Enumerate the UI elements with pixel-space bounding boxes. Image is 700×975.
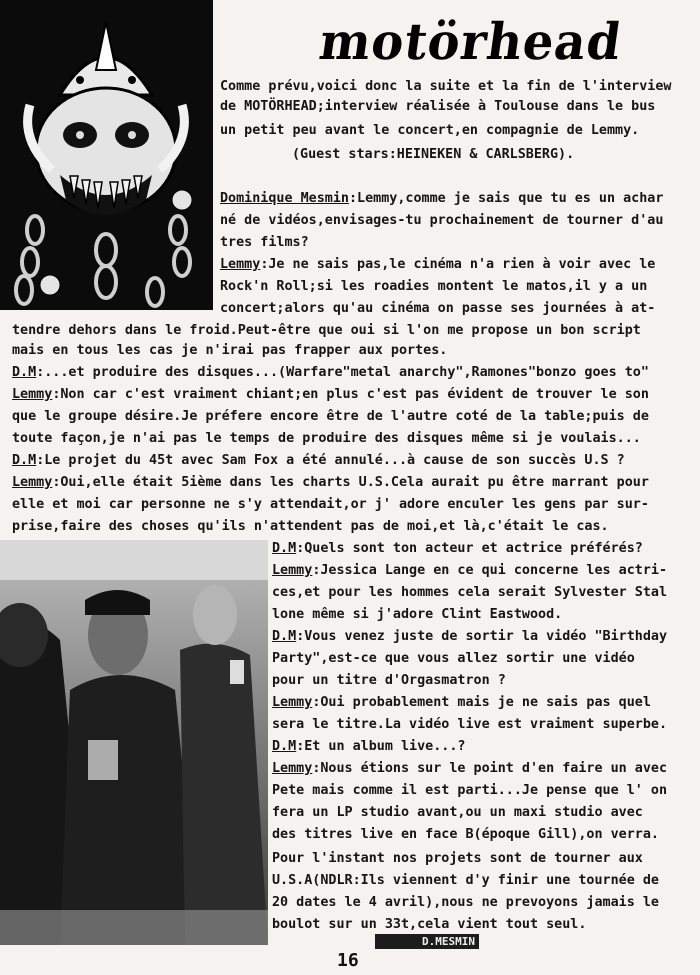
text-line: des titres live en face B(époque Gill),on verra.	[272, 827, 659, 842]
answer-line: Lemmy:Nous étions sur le point d'en faire un avec	[272, 761, 668, 776]
speaker-name: Lemmy	[12, 475, 53, 490]
text-line: (Guest stars:HEINEKEN & CARLSBERG).	[292, 147, 575, 162]
text-line: sera le titre.La vidéo live est vraiment superbe.	[272, 717, 668, 732]
answer-line: Lemmy:Oui probablement mais je ne sais pas quel	[272, 695, 651, 710]
text-line: elle et moi car personne ne s'y attendait,or j' adore enculer les gens par sur-	[12, 497, 649, 512]
text-line: fera un LP studio avant,ou un maxi studio avec	[272, 805, 643, 820]
answer-line: Lemmy:Je ne sais pas,le cinéma n'a rien à voir avec le	[220, 257, 656, 272]
text-line: 20 dates le 4 avril),nous ne prevoyons jamais le	[272, 895, 659, 910]
speaker-name: Dominique Mesmin	[220, 191, 349, 206]
speaker-name: Lemmy	[272, 695, 313, 710]
text-line: boulot sur un 33t,cela vient tout seul.	[272, 917, 587, 932]
text-line: pour un titre d'Orgasmatron ?	[272, 673, 506, 688]
text-line: un petit peu avant le concert,en compagnie de Lemmy.	[220, 123, 640, 138]
text-line: Rock'n Roll;si les roadies montent le matos,il y a un	[220, 279, 648, 294]
text-line: prise,faire des choses qu'ils n'attendent pas de moi,et là,c'était le cas.	[12, 519, 609, 534]
text-line: tendre dehors dans le froid.Peut-être que oui si l'on me propose un bon script	[12, 323, 641, 338]
snaggletooth-logo-image	[0, 0, 213, 310]
text-line: Pour l'instant nos projets sont de tourner aux	[272, 851, 643, 866]
band-logo-title: motörhead	[315, 12, 626, 72]
text-line: Comme prévu,voici donc la suite et la fin de l'interview	[220, 79, 672, 94]
text-line: né de vidéos,envisages-tu prochainement de tourner d'au	[220, 213, 664, 228]
author-signature: D.MESMIN	[375, 934, 479, 949]
speaker-name: Lemmy	[220, 257, 261, 272]
text-line: lone même si j'adore Clint Eastwood.	[272, 607, 563, 622]
answer-line: Lemmy:Non car c'est vraiment chiant;en plus c'est pas évident de trouver le son	[12, 387, 649, 402]
question-line: D.M:Quels sont ton acteur et actrice préférés?	[272, 541, 643, 556]
speaker-name: D.M	[272, 629, 297, 644]
question-line: D.M:Vous venez juste de sortir la vidéo "Birthday	[272, 629, 668, 644]
text-line: tres films?	[220, 235, 309, 250]
text-line: U.S.A(NDLR:Ils viennent d'y finir une tournée de	[272, 873, 659, 888]
speaker-name: D.M	[272, 739, 297, 754]
page-number: 16	[337, 950, 359, 971]
text-line: mais en tous les cas je n'irai pas frapper aux portes.	[12, 343, 448, 358]
band-photo	[0, 540, 268, 945]
text-line: Party",est-ce que vous allez sortir une vidéo	[272, 651, 635, 666]
question-line: D.M:Le projet du 45t avec Sam Fox a été annulé...à cause de son succès U.S ?	[12, 453, 625, 468]
answer-line: Lemmy:Oui,elle était 5ième dans les charts U.S.Cela aurait pu être marrant pour	[12, 475, 649, 490]
text-line: de MOTÖRHEAD;interview réalisée à Toulouse dans le bus	[220, 99, 656, 114]
text-line: concert;alors qu'au cinéma on passe ses journées à at-	[220, 301, 656, 316]
text-line: ces,et pour les hommes cela serait Sylvester Stal	[272, 585, 668, 600]
question-line: D.M:...et produire des disques...(Warfare"metal anarchy",Ramones"bonzo goes to"	[12, 365, 649, 380]
speaker-name: D.M	[272, 541, 297, 556]
speaker-name: D.M	[12, 453, 37, 468]
speaker-name: Lemmy	[272, 761, 313, 776]
text-line: toute façon,je n'ai pas le temps de produire des disques même si je voulais...	[12, 431, 641, 446]
answer-line: Lemmy:Jessica Lange en ce qui concerne les actri-	[272, 563, 668, 578]
text-line: Pete mais comme il est parti...Je pense que l' on	[272, 783, 668, 798]
speaker-name: Lemmy	[272, 563, 313, 578]
question-line: Dominique Mesmin:Lemmy,comme je sais que tu es un achar	[220, 191, 664, 206]
text-line: que le groupe désire.Je préfere encore être de l'autre coté de la table;puis de	[12, 409, 649, 424]
question-line: D.M:Et un album live...?	[272, 739, 466, 754]
speaker-name: D.M	[12, 365, 37, 380]
speaker-name: Lemmy	[12, 387, 53, 402]
